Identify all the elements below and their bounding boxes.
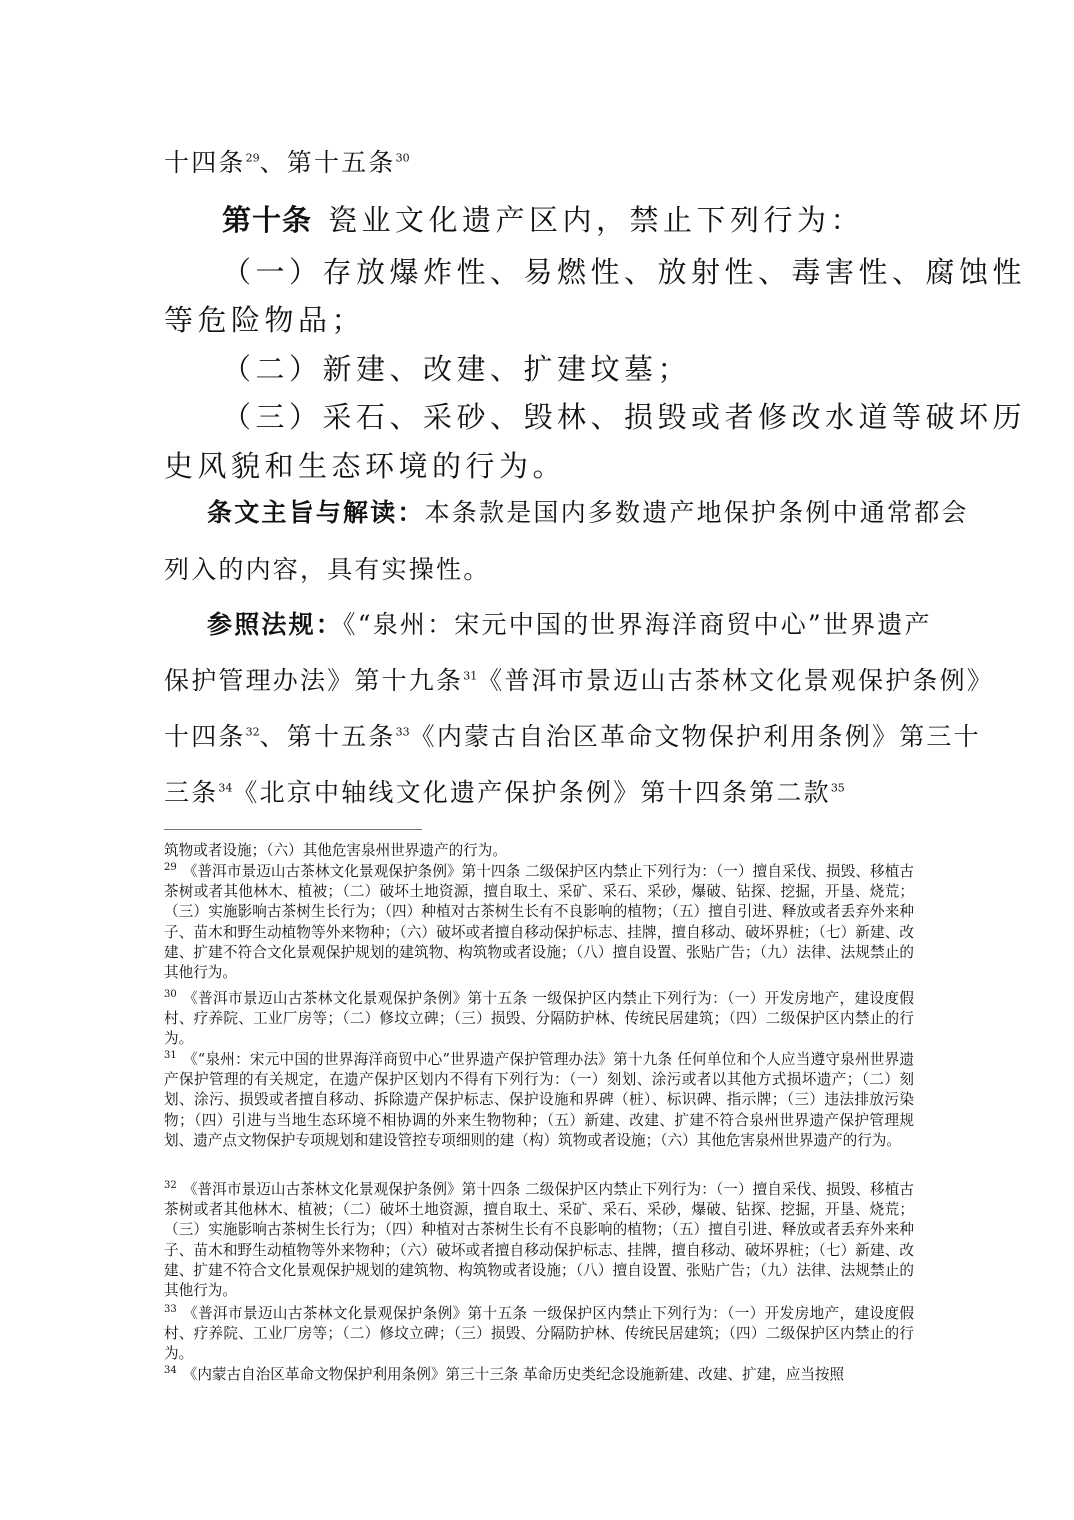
footnote-ref-35[interactable]: 35 bbox=[830, 781, 845, 795]
reference-label: 参照法规： bbox=[207, 610, 344, 639]
article-item-2: （二）新建、改建、扩建坟墓； bbox=[222, 352, 692, 386]
footnote-ref-29[interactable]: 29 bbox=[245, 151, 260, 165]
article-text: 瓷业文化遗产区内，禁止下列行为： bbox=[328, 203, 865, 237]
footnote-31: $^{31}$ 《“泉州：宋元中国的世界海洋商贸中心”世界遗产保护管理办法》第十九条 任何单位和个人应当遵守泉州世界遗产保护管理的有关规定，在遗产保护区划内不得有下列行为：（一）刻划、涂污或者以其他方式损坏遗产；（二）刻划、涂污、损毁或者擅自移动、拆除遗产保护标志、保护设施和界碑（桩）、标识碑、指示牌；（三）违法排放污染物；（四）引进与当地生态环境不相协调的外来生物物种；（五）新建、改建、扩建不符合泉州世界遗产保护管理规划、遗产点文物保护专项规划和建设管控专项细则的建（构）筑物或者设施；（六）其他危害泉州世界遗产的行为。 bbox=[164, 1050, 914, 1149]
reference-line-c: 十四条$^{32}$、第十五条$^{33}$《内蒙古自治区革命文物保护利用条例》第三十 bbox=[164, 722, 981, 751]
interpretation-label: 条文主旨与解读： bbox=[207, 498, 425, 527]
reference-line-a: 参照法规：《“泉州：宋元中国的世界海洋商贸中心”世界遗产 bbox=[207, 610, 932, 639]
article-10-heading bbox=[222, 198, 864, 239]
body-line-1: 十四条$^{29}$、第十五条$^{30}$ bbox=[164, 148, 410, 177]
footnote-ref-33[interactable]: 33 bbox=[395, 725, 410, 739]
footnote-ref-30[interactable]: 30 bbox=[395, 151, 410, 165]
article-item-1-line-b: 等危险物品； bbox=[164, 303, 366, 337]
interpretation-line-a: 条文主旨与解读：本条款是国内多数遗产地保护条例中通常都会 bbox=[207, 498, 969, 527]
footnote-33: $^{33}$ 《普洱市景迈山古茶林文化景观保护条例》第十五条 一级保护区内禁止下列行为：（一）开发房地产，建设度假村、疗养院、工业厂房等；（二）修坟立碑；（三）损毁、分隔防护林、传统民居建筑；（四）二级保护区内禁止的行为。 bbox=[164, 1304, 914, 1363]
article-item-3-line-a: （三）采石、采砂、毁林、损毁或者修改水道等破坏历 bbox=[222, 400, 1027, 434]
article-title: 第十条 bbox=[222, 203, 313, 237]
footnote-29: $^{29}$ 《普洱市景迈山古茶林文化景观保护条例》第十四条 二级保护区内禁止下列行为：（一）擅自采伐、损毁、移植古茶树或者其他林木、植被；（二）破坏土地资源，擅自取土、采矿、采石、采砂，爆破、钻探、挖掘，开垦、烧荒；（三）实施影响古茶树生长行为；（四）种植对古茶树生长有不良影响的植物；（五）擅自引进、释放或者丢弃外来种子、苗木和野生动植物等外来物种；（六）破坏或者擅自移动保护标志、挂牌，擅自移动、破坏界桩；（七）新建、改建、扩建不符合文化景观保护规划的建筑物、构筑物或者设施；（八）擅自设置、张贴广告；（九）法律、法规禁止的其他行为。 bbox=[164, 862, 914, 982]
footnote-30: $^{30}$ 《普洱市景迈山古茶林文化景观保护条例》第十五条 一级保护区内禁止下列行为：（一）开发房地产，建设度假村、疗养院、工业厂房等；（二）修坟立碑；（三）损毁、分隔防护林、传统民居建筑；（四）二级保护区内禁止的行为。 bbox=[164, 989, 914, 1048]
reference-line-d: 三条$^{34}$《北京中轴线文化遗产保护条例》第十四条第二款$^{35}$ bbox=[164, 778, 845, 807]
article-item-3-line-b: 史风貌和生态环境的行为。 bbox=[164, 449, 567, 483]
footnote-ref-32[interactable]: 32 bbox=[245, 725, 260, 739]
interpretation-line-b: 列入的内容，具有实操性。 bbox=[164, 555, 491, 584]
footnote-separator bbox=[164, 829, 422, 830]
reference-line-b: 保护管理办法》第十九条$^{31}$《普洱市景迈山古茶林文化景观保护条例》 bbox=[164, 666, 995, 695]
footnote-ref-34[interactable]: 34 bbox=[218, 781, 233, 795]
footnote-ref-31[interactable]: 31 bbox=[463, 669, 478, 683]
footnote-continuation: 筑物或者设施；（六）其他危害泉州世界遗产的行为。 bbox=[164, 842, 507, 859]
footnote-34: $^{34}$ 《内蒙古自治区革命文物保护利用条例》第三十三条 革命历史类纪念设施新建、改建、扩建，应当按照 bbox=[164, 1365, 845, 1383]
footnote-32: $^{32}$ 《普洱市景迈山古茶林文化景观保护条例》第十四条 二级保护区内禁止下列行为：（一）擅自采伐、损毁、移植古茶树或者其他林木、植被；（二）破坏土地资源，擅自取土、采矿、采石、采砂，爆破、钻探、挖掘，开垦、烧荒；（三）实施影响古茶树生长行为；（四）种植对古茶树生长有不良影响的植物；（五）擅自引进、释放或者丢弃外来种子、苗木和野生动植物等外来物种；（六）破坏或者擅自移动保护标志、挂牌，擅自移动、破坏界桩；（七）新建、改建、扩建不符合文化景观保护规划的建筑物、构筑物或者设施；（八）擅自设置、张贴广告；（九）法律、法规禁止的其他行为。 bbox=[164, 1180, 914, 1300]
article-item-1-line-a: （一）存放爆炸性、易燃性、放射性、毒害性、腐蚀性 bbox=[222, 255, 1027, 289]
